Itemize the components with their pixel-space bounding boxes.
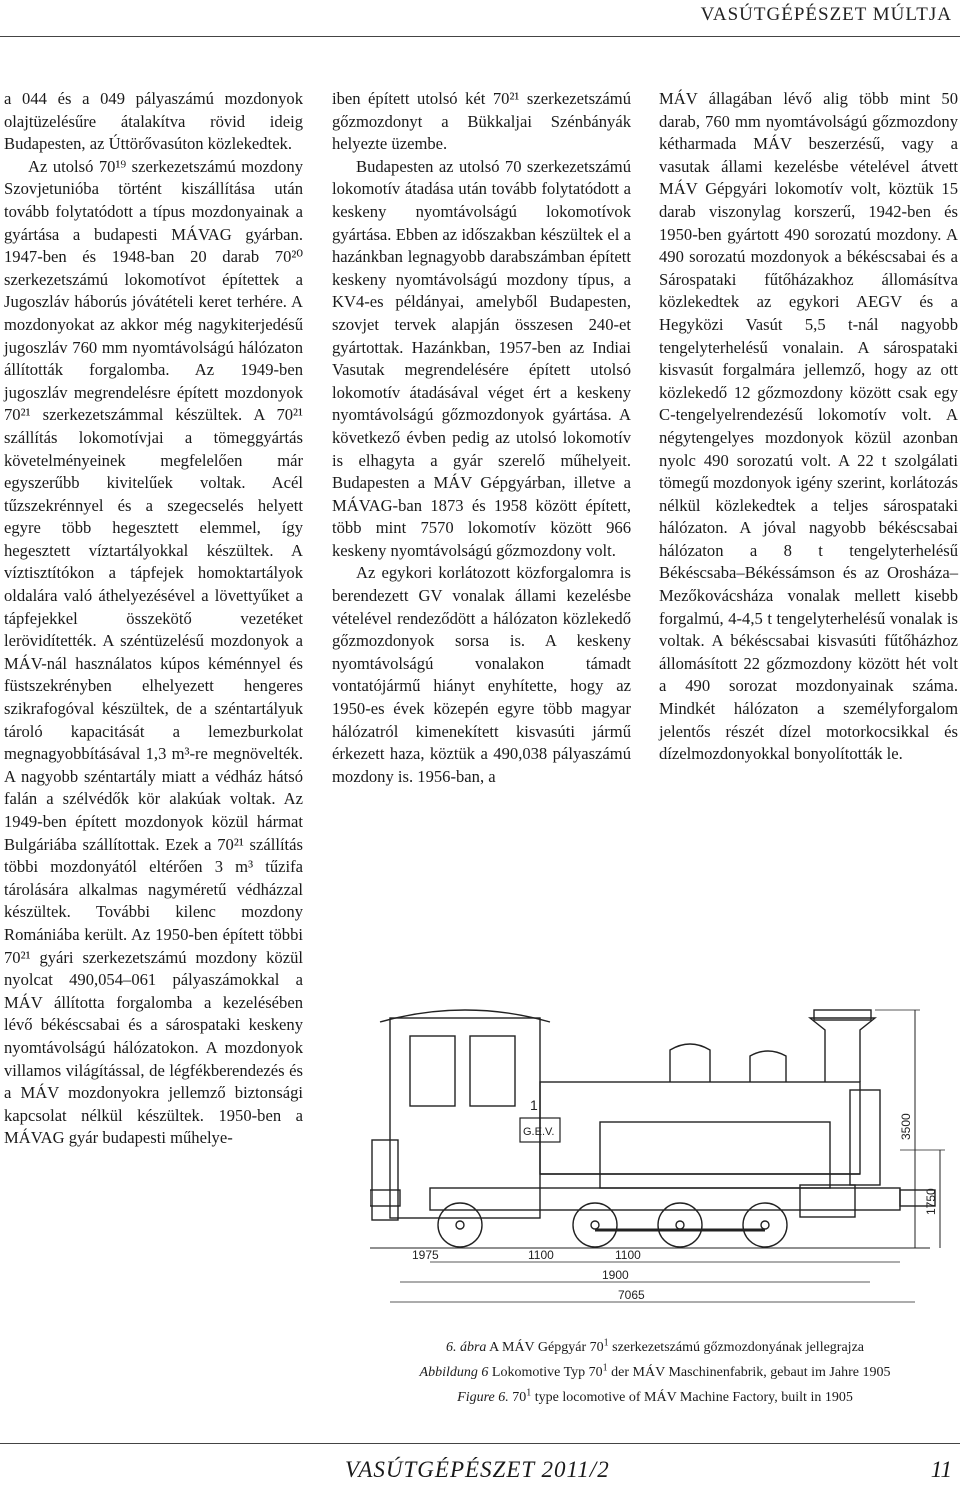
caption-hu-sup: 1	[603, 1337, 609, 1349]
running-head: VASÚTGÉPÉSZET MÚLTJA	[700, 4, 952, 25]
header-rule	[0, 36, 960, 37]
caption-de-text-b: der MÁV Maschinenfabrik, gebaut im Jahre 1905	[607, 1365, 891, 1380]
plate-text: G.E.V.	[523, 1126, 555, 1138]
text-column-3	[659, 88, 958, 766]
figure-captions	[360, 1335, 950, 1410]
plate-number: 1	[530, 1097, 538, 1113]
caption-de-label: Abbildung 6	[419, 1365, 489, 1380]
caption-hu-text: A MÁV Gépgyár 70	[486, 1340, 604, 1355]
text-column-1	[4, 88, 303, 1150]
paragraph: MÁV állagában lévő alig több mint 50 darab, 760 mm nyomtávolságú gőzmozdony kétharmada MÁV beszerzésű, vagy a vasutak állami kezelésbe vételével átvett MÁV Gépgyári lokomotív volt, köztük 15 darab viszonylag korszerű, 1942-ben és 1950-ben gyártott 490 sorozatú mozdony. A 490 sorozatú mozdonyok a békéscsabai és a Sárospataki fűtőházakhoz állomásítva közlekedtek az egykori AEGV és a Hegyközi Vasút 5,5 t-nál nagyobb tengelyterhelésű vonalain. A sárospataki kisvasút forgalmára jellemző, hogy az ott közlekedő 12 gőzmozdony között csak egy C-tengelyelrendezésű lokomotív volt. A négytengelyes mozdonyok közül azonban nyolc 490 sorozatú volt. A 22 t szolgálati tömegű mozdonyok igény szerint, korlátozás nélkül közlekedtek a teljes sárospataki hálózaton. A jóval nagyobb békéscsabai hálózaton a 8 t tengelyterhelésű Békéscsaba–Békéssámson és az Orosháza–Mezőkovácsháza vonalak mellett kisebb forgalmú, 4-4,5 t tengelyterhelésű vonalak is voltak. A békéscsabai kisvasúti fűtőházhoz állomásított 22 gőzmozdony között hét volt a 490 sorozat mozdonyainak száma. Mindkét hálózaton a személyforgalom jelentős részét dízel motorkocsikkal és dízelmozdonyokkal bonyolították le.	[659, 89, 958, 764]
caption-en-text-b: type locomotive of MÁV Machine Factory, built in 1905	[531, 1390, 853, 1405]
footer-rule	[0, 1443, 960, 1444]
caption-de-text: Lokomotive Typ 70	[488, 1365, 603, 1380]
paragraph: iben épített utolsó két 70²¹ szerkezetszámú gőzmozdonyt a Bükkaljai Szénbányák helyezte üzembe.	[332, 89, 631, 154]
caption-hu-text-b: szerkezetszámú gőzmozdonyának jellegrajza	[608, 1340, 864, 1355]
caption-hu-label: 6. ábra	[445, 1340, 487, 1355]
dim-1900: 1900	[602, 1268, 629, 1282]
footer-magazine: VASÚTGÉPÉSZET 2011/2	[345, 1457, 610, 1482]
caption-de-sup: 1	[602, 1362, 608, 1374]
locomotive-drawing	[370, 990, 955, 1315]
dim-1100: 1100	[528, 1248, 554, 1262]
paragraph: Budapesten az utolsó 70 szerkezetszámú lokomotív átadása után tovább folytatódott a keskeny nyomtávolságú lokomotívok gyártása. Ebben az időszakban készültek el a hazánkban legnagyobb darabszámban épített keskeny nyomtávolságú mozdony típus, a KV4-es példányai, amelyből Budapesten, szovjet tervek alapján összesen 240-et gyártottak. Hazánkban, 1957-ben az Indiai Vasutak megrendelésére épített utolsó lokomotív átadásával véget ért a keskeny nyomtávolságú gőzmozdonyok gyártása. A következő évben pedig az utolsó lokomotív is elhagyta a gyár szerelő műhelyeit. Budapesten a MÁV Gépgyárban, illetve a MÁVAG-ban 1873 és 1958 között épített, több mint 7570 lokomotív között 966 keskeny nyomtávolságú gőzmozdony volt.	[332, 156, 631, 560]
page-number: 11	[930, 1457, 952, 1482]
dim-7065: 7065	[618, 1288, 645, 1302]
dim-1100b: 1100	[615, 1248, 641, 1262]
dim-3500: 3500	[899, 1113, 913, 1140]
dim-1975: 1975	[412, 1248, 439, 1262]
dim-1750: 1750	[924, 1188, 938, 1215]
caption-en-sup: 1	[526, 1387, 532, 1399]
caption-german	[360, 1360, 950, 1385]
paragraph: a 044 és a 049 pályaszámú mozdonyok olajtüzelésűre átalakítva rövid ideig Budapesten, az Úttörővasúton közlekedtek.	[4, 89, 303, 154]
caption-english	[360, 1385, 950, 1410]
caption-en-label: Figure 6.	[457, 1390, 509, 1405]
caption-hungarian	[360, 1335, 950, 1360]
locomotive-outline-svg	[370, 990, 955, 1315]
text-column-2	[332, 88, 631, 788]
paragraph: Az egykori korlátozott közforgalomra is berendezett GV vonalak állami kezelésbe vételével rendeződött a hálózaton közlekedő gőzmozdonyok sorsa is. A keskeny nyomtávolságú vonalakon támadt vontatójármű hiányt enyhítette, hogy az 1950-es évek közepén egyre több magyar hálózatról kimenekített kisvasúti jármű érkezett haza, köztük a 490,038 pályaszámú mozdony is. 1956-ban, a	[332, 563, 631, 786]
paragraph: Az utolsó 70¹⁹ szerkezetszámú mozdony Szovjetunióba történt kiszállítása után tovább folytatódott a típus mozdonyainak a gyártása a budapesti MÁVAG gyárban. 1947-ben és 1948-ban 20 darab 70²⁰ szerkezetszámú lokomotívot építettek a Jugoszláv háborús jóvátételi keret terhére. A mozdonyokat az akkor még nagykiterjedésű jugoszláv 760 mm nyomtávolságú hálózaton állították forgalomba. Az 1949-ben jugoszláv megrendelésre épített mozdonyok 70²¹ szerkezetszámmal készültek. A 70²¹ szállítás lokomotívjai a tömeggyártás követelményeinek megfelelően már egyszerűbb kivitelűek voltak. Acél tűzszekrénnyel és a szegecselés helyett egyre több hegesztett elemmel, így hegesztett víztartályokkal készültek. A víztisztítókon a tápfejek homoktartályok oldalára való áthelyezésével a lövettyűket a tápfejekkel összekötő vezetéket lerövidítették. A széntüzelésű mozdonyok a MÁV-nál használatos kúpos kéménnyel és füstszekrényben elhelyezett hengeres szikrafogóval készültek, de a széntartályuk tároló kapacitását a lemezburkolat megnagyobbításával 1,3 m³-re megnövelték. A nagyobb széntartály miatt a védház hátsó falán a szélvédők kör alakúak voltak. Az 1949-ben épített mozdonyok közül hármat Bulgáriába szállítottak. Ezek a 70²¹ szállítás többi mozdonyától eltérően 3 m³ tűzifa tárolására alkalmas nagyméretű védházzal készültek. További kilenc mozdony Romániába került. Az 1950-ben épített többi 70²¹ gyári szerkezetszámú mozdony közül nyolcat 490,054–061 pályaszámokkal a MÁV állította forgalomba a kezelésében lévő békéscsabai és a sárospataki keskeny nyomtávolságú hálózatokon. A mozdonyok villamos világítással, de légfékberendezés és a MÁV mozdonyokra jellemző biztonsági kapcsolat nélkül készültek. 1950-ben a MÁVAG gyár budapesti műhelye-	[4, 156, 303, 1148]
caption-en-text: 70	[508, 1390, 527, 1405]
